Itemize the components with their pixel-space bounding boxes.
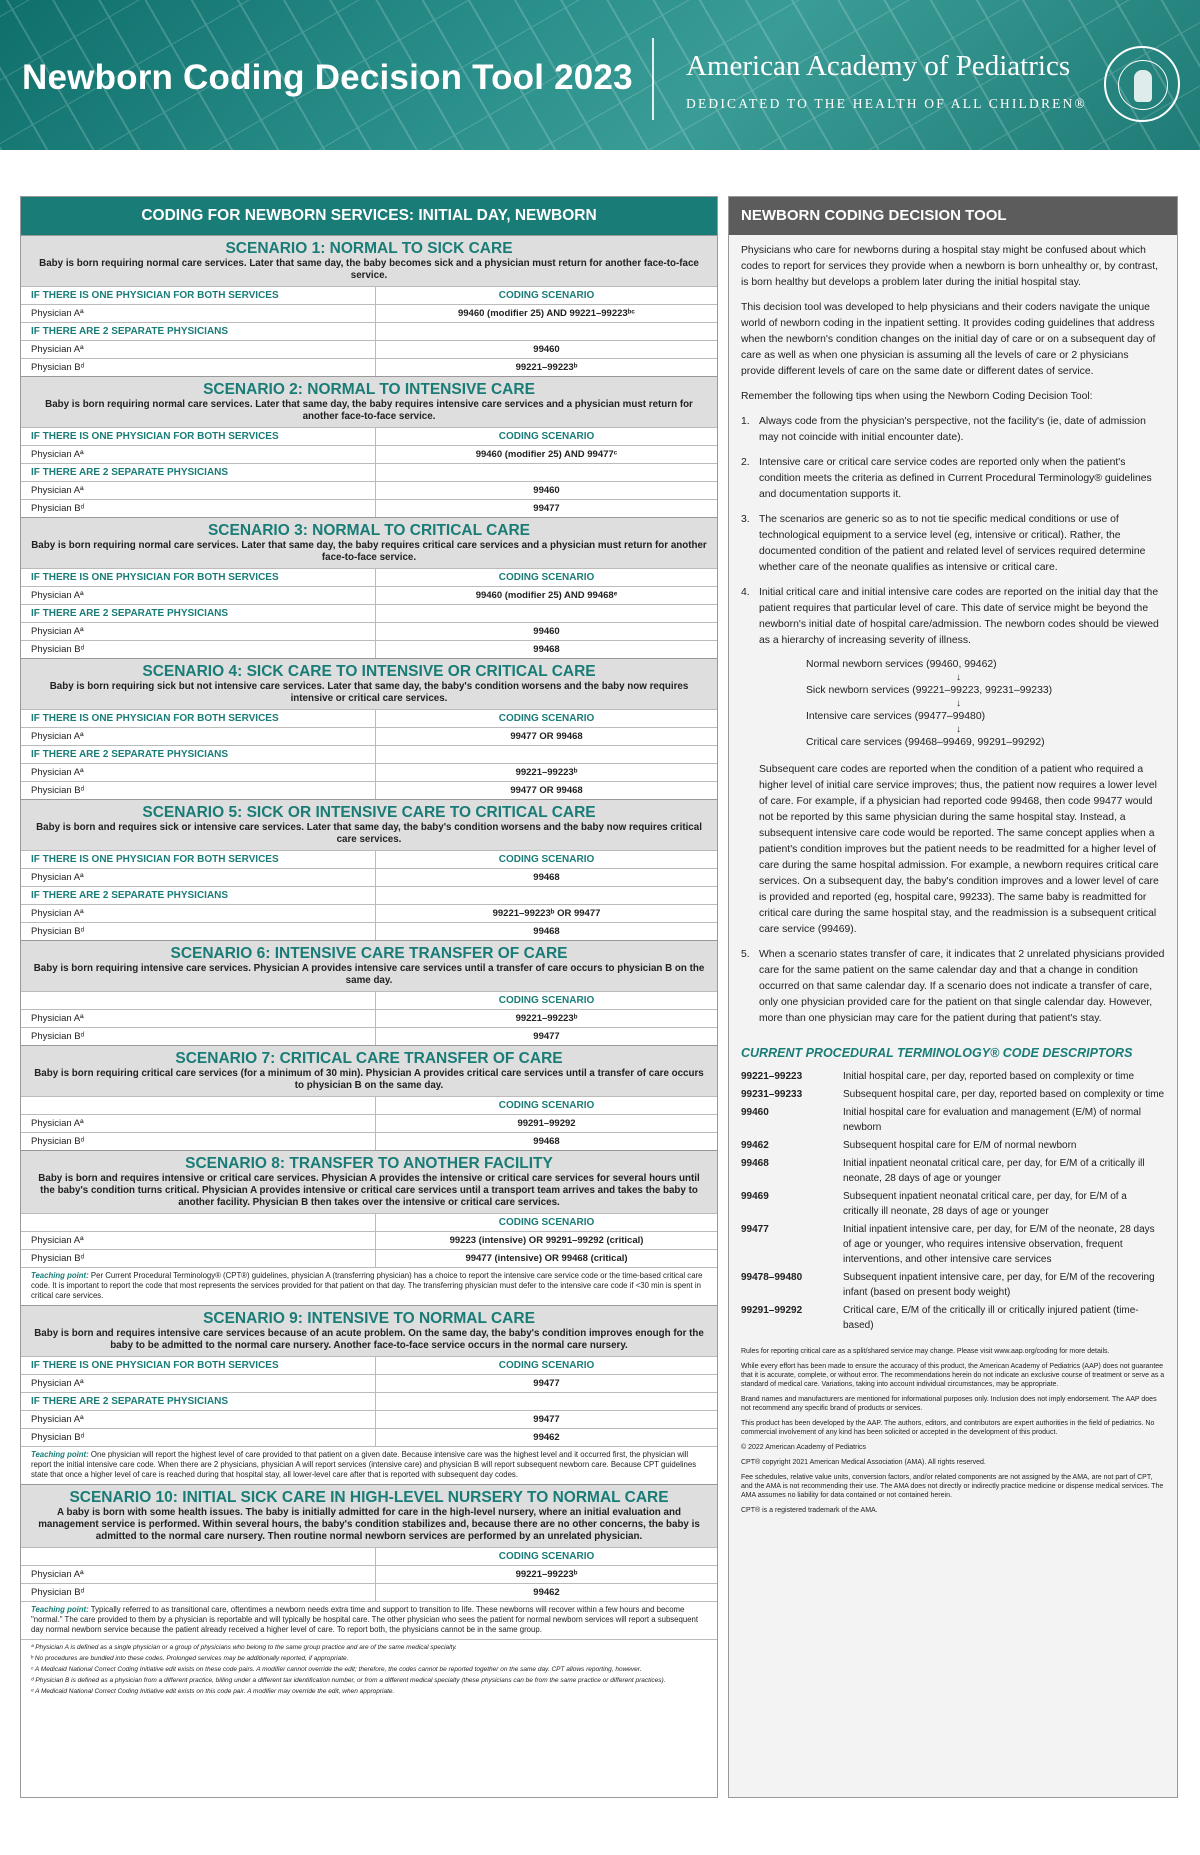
scenario-2-header [21, 376, 717, 427]
scenario-title: SCENARIO 1: NORMAL TO SICK CARE [225, 240, 513, 257]
table-row: Physician Aª 99460 [21, 340, 717, 358]
legal-fine-print: Rules for reporting critical care as a split/shared service may change. Please visit www.aap.org/coding for more details. While every effort has been made to ensure the accuracy of this product, the American Academy of Pediatrics (AAP) does not guarantee that it is accurate, complete, or without error. The recommendations herein do not indicate an exclusive course of treatment or serve as a standard of medical care. Variations, taking into account individual circumstances, may be appropriate. Brand names and manufacturers are mentioned for informational purposes only. Inclusion does not imply endorsement. The AAP does not recommend any specific brand of products or services. This product has been developed by the AAP. The authors, editors, and contributors are expert authorities in the field of pediatrics. No commercial involvement of any kind has been solicited or accepted in the development of this product. © 2022 American Academy of Pediatrics CPT® copyright 2021 American Medical Association (AMA). All rights reserved. Fee schedules, relative value units, conversion factors, and/or related components are not assigned by the AMA, are not part of CPT, and the AMA is not recommending their use. The AMA does not directly or indirectly practice medicine or dispense medical services. The AMA assumes no liability for data contained or not contained herein. CPT® is a registered trademark of the AMA. [741, 1348, 1165, 1514]
table-row: Physician Aª 99221–99223ᵇ [21, 1565, 717, 1583]
list-item: 5. When a scenario states transfer of care, it indicates that 2 unrelated physicians provided care for the same patient on the same calendar day and that a change in condition occurred on that same calendar day. If a scenario does not indicate a transfer of care, only one physician provided care for the patient on that single calendar day. However, more than one physician may care for the patient during that patient's stay. [741, 949, 1165, 1024]
footnotes [21, 1639, 717, 1699]
scenario-title: SCENARIO 2: NORMAL TO INTENSIVE CARE [203, 381, 535, 398]
scenario-description: Baby is born requiring normal care services. Later that same day, the baby requires critical care services and a physician must return for another face-to-face service. [31, 540, 707, 563]
scenario-description: Baby is born requiring intensive care services. Physician A provides intensive care services until a transfer of care occurs to physician B on the same day. [33, 963, 705, 986]
table-row: Physician Aª 99477 [21, 1374, 717, 1392]
table-row: Physician Aª 99221–99223ᵇ [21, 763, 717, 781]
table-header: CODING FOR NEWBORN SERVICES: INITIAL DAY, NEWBORN [21, 197, 717, 235]
list-item: 99462 Subsequent hospital care for E/M of normal newborn [741, 1140, 1077, 1151]
arrow-down-icon: ↓ [956, 724, 961, 735]
list-item: 99469 Subsequent inpatient neonatal critical care, per day, for E/M of a critically ill neonate, 28 days of age or younger [741, 1191, 1127, 1217]
severity-hierarchy [741, 658, 1165, 750]
table-row: CODING SCENARIO [21, 1547, 717, 1565]
table-row: Physician Aª 99221–99223ᵇ [21, 1009, 717, 1027]
scenario-7-header [21, 1045, 717, 1096]
table-row: Physician Aª 99460 (modifier 25) AND 99221–99223ᵇᶜ [21, 304, 717, 322]
table-row: Physician Bᵈ 99468 [21, 640, 717, 658]
scenario-title: SCENARIO 10: INITIAL SICK CARE IN HIGH-LEVEL NURSERY TO NORMAL CARE [69, 1489, 669, 1506]
arrow-down-icon: ↓ [956, 672, 961, 683]
table-row: IF THERE IS ONE PHYSICIAN FOR BOTH SERVICES CODING SCENARIO [21, 1356, 717, 1374]
scenario-10-header [21, 1484, 717, 1547]
scenario-title: SCENARIO 5: SICK OR INTENSIVE CARE TO CRITICAL CARE [142, 804, 596, 821]
cpt-section-title: CURRENT PROCEDURAL TERMINOLOGY® CODE DESCRIPTORS [741, 1046, 1133, 1060]
header-banner [0, 0, 1200, 150]
scenario-title: SCENARIO 7: CRITICAL CARE TRANSFER OF CARE [175, 1050, 563, 1067]
table-row: IF THERE ARE 2 SEPARATE PHYSICIANS [21, 745, 717, 763]
page-title: Newborn Coding Decision Tool 2023 [22, 58, 633, 97]
scenario-description: Baby is born and requires intensive or critical care services. Physician A provides the intensive or critical care services for several hours until the baby's condition turns critical. Physician A provides intensive or critical care services until a transport team arrives and takes the baby to another facility. Physician B then takes over the intensive or critical care services. [38, 1173, 700, 1208]
list-item: 2. Intensive care or critical care service codes are reported only when the patient's condition meets the criteria as defined in Current Procedural Terminology® guidelines and documentation supports it. [741, 457, 1152, 500]
table-row: Physician Aª 99460 [21, 481, 717, 499]
scenario-5-header [21, 799, 717, 850]
intro-paragraph: Physicians who care for newborns during a hospital stay might be confused about which codes to report for services they provide when a newborn is born unhealthy or, by contrast, is born healthy but develops a problem later during the initial hospital stay. [741, 245, 1159, 288]
table-row: Physician Bᵈ 99477 [21, 1027, 717, 1045]
table-row: Physician Bᵈ 99477 [21, 499, 717, 517]
table-row: IF THERE IS ONE PHYSICIAN FOR BOTH SERVICES CODING SCENARIO [21, 286, 717, 304]
table-row: IF THERE ARE 2 SEPARATE PHYSICIANS [21, 463, 717, 481]
table-row: IF THERE IS ONE PHYSICIAN FOR BOTH SERVICES CODING SCENARIO [21, 709, 717, 727]
scenario-title: SCENARIO 3: NORMAL TO CRITICAL CARE [207, 522, 531, 539]
scenario-description: Baby is born requiring normal care services. Later that same day, the baby becomes sick and a physician must return for another face-to-face service. [39, 258, 699, 281]
panel-header: NEWBORN CODING DECISION TOOL [729, 197, 1177, 235]
table-row: Physician Aª 99460 (modifier 25) AND 99477ᶜ [21, 445, 717, 463]
banner-divider [652, 38, 654, 120]
table-row: IF THERE IS ONE PHYSICIAN FOR BOTH SERVICES CODING SCENARIO [21, 850, 717, 868]
table-row: CODING SCENARIO [21, 1096, 717, 1114]
table-row: Physician Bᵈ 99468 [21, 922, 717, 940]
footnote: ª Physician A is defined as a single physician or a group of physicians who belong to the same group practice and are of the same medical specialty. [31, 1644, 457, 1651]
coding-table [20, 196, 718, 1798]
scenario-description: Baby is born requiring critical care services (for a minimum of 30 min). Physician A provides critical care services until a transfer of care occurs to physician B on the same day. [34, 1068, 704, 1091]
hierarchy-level: Critical care services (99468–99469, 99291–99292) [806, 737, 1045, 748]
table-row: Physician Aª 99460 (modifier 25) AND 99468ᵉ [21, 586, 717, 604]
scenario-title: SCENARIO 9: INTENSIVE TO NORMAL CARE [203, 1310, 535, 1327]
teaching-point: Teaching point: Typically referred to as transitional care, oftentimes a newborn needs extra time and support to transition to life. These newborns will recover within a few hours and become "normal." The care provided to them by a physician is reportable and will typically be hospital care. The other physician who sees the patient for normal newborn services will report a subsequent day normal newborn service because the patient already received a higher level of care. To report both, the physicians cannot be in the same group. [21, 1601, 717, 1639]
tips-list [741, 947, 1165, 1027]
table-row: Physician Aª 99460 [21, 622, 717, 640]
scenario-title: SCENARIO 8: TRANSFER TO ANOTHER FACILITY [185, 1155, 553, 1172]
table-row: Physician Aª 99477 OR 99468 [21, 727, 717, 745]
scenario-title: SCENARIO 4: SICK CARE TO INTENSIVE OR CRITICAL CARE [142, 663, 596, 680]
decision-tool-panel [728, 196, 1178, 1798]
table-row: IF THERE IS ONE PHYSICIAN FOR BOTH SERVICES CODING SCENARIO [21, 568, 717, 586]
scenario-1-header [21, 235, 717, 286]
table-row: Physician Bᵈ 99462 [21, 1583, 717, 1601]
table-row: IF THERE ARE 2 SEPARATE PHYSICIANS [21, 604, 717, 622]
table-row: IF THERE IS ONE PHYSICIAN FOR BOTH SERVICES CODING SCENARIO [21, 427, 717, 445]
arrow-down-icon: ↓ [956, 698, 961, 709]
scenario-9-header [21, 1305, 717, 1356]
scenario-4-header [21, 658, 717, 709]
scenario-6-header [21, 940, 717, 991]
table-row: Physician Bᵈ 99462 [21, 1428, 717, 1446]
list-item: 99231–99233 Subsequent hospital care, per day, reported based on complexity or time [741, 1089, 1165, 1100]
footnote: ᵇ No procedures are bundled into these codes. Prolonged services may be additionally reported, if appropriate. [31, 1655, 349, 1662]
table-row: IF THERE ARE 2 SEPARATE PHYSICIANS [21, 1392, 717, 1410]
code-descriptor-list [741, 1069, 1165, 1333]
intro-paragraph: This decision tool was developed to help physicians and their coders navigate the unique world of newborn coding in the inpatient setting. It provides coding guidelines that address when the newborn's condition changes on the initial day of care or on a subsequent day of care as well as when one physician is assuming all the levels of care or 2 physicians provide different levels of care on the same date or different dates of service. [741, 302, 1156, 377]
aap-seal-icon [1104, 46, 1180, 122]
footnote: ᵉ A Medicaid National Correct Coding Initiative edit exists on this code pair. A modifier may override the edit, when appropriate. [31, 1688, 395, 1695]
list-item: 99477 Initial inpatient intensive care, per day, for E/M of the neonate, 28 days of age or younger, who requires intensive observation, frequent interventions, and other intensive care services [741, 1224, 1155, 1265]
list-item: 99468 Initial inpatient neonatal critical care, per day, for E/M of a critically ill neonate, 28 days of age or younger [741, 1158, 1145, 1184]
table-row: Physician Bᵈ 99477 OR 99468 [21, 781, 717, 799]
table-row: Physician Aª 99291–99292 [21, 1114, 717, 1132]
list-item: 3. The scenarios are generic so as to not tie specific medical conditions or use of technological equipment to a service level (eg, intensive or critical). Rather, the documented condition of the patient and related level of services required determine whether care of the neonate qualifies as intensive or critical care. [741, 514, 1146, 573]
teaching-point: Teaching point: One physician will report the highest level of care provided to that patient on a given date. Because intensive care was the highest level and it occurred first, the physician will report the initial intensive care code. When there are 2 physicians, physician A will report services (intensive care) and physician B will report subsequent newborn care. Because CPT guidelines state that once a higher level of care is reached during that hospital stay, all lower-level care after that is reported with subsequent day codes. [21, 1446, 717, 1484]
scenario-description: A baby is born with some health issues. The baby is initially admitted for care in the high-level nursery, where an initial evaluation and management service is performed. Within several hours, the baby's condition stabilizes and, because there are no other concerns, the baby is admitted to the normal care nursery. Then routine normal newborn services are performed by an unrelated physician. [38, 1507, 700, 1542]
list-item: 99221–99223 Initial hospital care, per day, reported based on complexity or time [741, 1071, 1135, 1082]
scenario-3-header [21, 517, 717, 568]
scenario-8-header [21, 1150, 717, 1213]
scenario-description: Baby is born requiring normal care services. Later that same day, the baby requires intensive care services and a physician must return for another face-to-face service. [45, 399, 693, 422]
table-row: Physician Aª 99468 [21, 868, 717, 886]
table-row: IF THERE ARE 2 SEPARATE PHYSICIANS [21, 886, 717, 904]
list-item: 4. Initial critical care and initial intensive care codes are reported on the initial day that the patient requires that particular level of care. This date of service might be beyond the newborn's initial date of hospital care/admission. The newborn codes should be viewed as a hierarchy of increasing severity of illness. [741, 587, 1159, 646]
intro-paragraph: Remember the following tips when using the Newborn Coding Decision Tool: [741, 391, 1093, 402]
org-name: American Academy of Pediatrics [686, 50, 1071, 82]
subsequent-care-paragraph: Subsequent care codes are reported when the condition of a patient who required a higher level of initial care service improves; thus, the patient now requires a lower level of care. For example, if a physician had reported code 99468, then code 99477 would not be reported by this same physician during the same hospital stay. Instead, a subsequent intensive care code would be reported. The same concept applies when a patient's condition improves but the patient needs to be readmitted for a higher level of care during the same hospital admission. For example, a newborn requires critical care services. On a subsequent day, the baby's condition improves and a lower level of care is provided and reported (eg, hospital care, 99233). The same baby is readmitted for critical care during the same hospital stay, and the readmission is a subsequent critical care service (99469). [759, 764, 1159, 935]
list-item: 99460 Initial hospital care for evaluation and management (E/M) of normal newborn [741, 1107, 1141, 1133]
teaching-point: Teaching point: Per Current Procedural Terminology® (CPT®) guidelines, physician A (transferring physician) has a choice to report the intensive care service code or the time-based critical care code. It is important to report the code that most represents the services provided for that patient on that day. The transferring physician must defer to the intensive care code if <30 min is spent in critical care services. [21, 1267, 717, 1305]
tips-list [741, 414, 1165, 649]
table-row: Physician Aª 99223 (intensive) OR 99291–99292 (critical) [21, 1231, 717, 1249]
table-row: Physician Bᵈ 99468 [21, 1132, 717, 1150]
table-row: CODING SCENARIO [21, 1213, 717, 1231]
table-row: IF THERE ARE 2 SEPARATE PHYSICIANS [21, 322, 717, 340]
list-item: 99291–99292 Critical care, E/M of the critically ill or critically injured patient (time-based) [741, 1305, 1139, 1331]
hierarchy-level: Normal newborn services (99460, 99462) [806, 659, 997, 670]
scenario-description: Baby is born and requires sick or intensive care services. Later that same day, the baby's condition worsens and the baby now requires critical care services. [36, 822, 702, 845]
org-tagline: DEDICATED TO THE HEALTH OF ALL CHILDREN® [686, 96, 1087, 111]
hierarchy-level: Sick newborn services (99221–99223, 99231–99233) [806, 685, 1053, 696]
scenario-title: SCENARIO 6: INTENSIVE CARE TRANSFER OF CARE [170, 945, 568, 962]
hierarchy-level: Intensive care services (99477–99480) [806, 711, 986, 722]
list-item: 1. Always code from the physician's perspective, not the facility's (ie, date of admission may not coincide with initial encounter date). [741, 416, 1146, 443]
scenario-description: Baby is born requiring sick but not intensive care services. Later that same day, the baby's condition worsens and the baby now requires intensive or critical care services. [49, 681, 689, 704]
scenario-description: Baby is born and requires intensive care services because of an acute problem. On the same day, the baby's condition improves enough for the baby to be admitted to the normal care nursery. Another face-to-face service occurs in the normal care nursery. [34, 1328, 704, 1351]
table-row: Physician Aª 99477 [21, 1410, 717, 1428]
list-item: 99478–99480 Subsequent inpatient intensive care, per day, for E/M of the recovering infant (based on present body weight) [741, 1272, 1155, 1298]
table-row: Physician Bᵈ 99221–99223ᵇ [21, 358, 717, 376]
table-row: CODING SCENARIO [21, 991, 717, 1009]
footnote: ᶜ A Medicaid National Correct Coding Initiative edit exists on these code pairs. A modifier cannot override the edit; therefore, the codes cannot be reported together on the same day. CPT allows reporting, however. [31, 1666, 642, 1673]
table-row: Physician Aª 99221–99223ᵇ OR 99477 [21, 904, 717, 922]
table-row: Physician Bᵈ 99477 (intensive) OR 99468 (critical) [21, 1249, 717, 1267]
footnote: ᵈ Physician B is defined as a physician from a different practice, billing under a different tax identification number, or from a different medical specialty (these physicians can be from the same practice or different practices). [31, 1677, 666, 1684]
